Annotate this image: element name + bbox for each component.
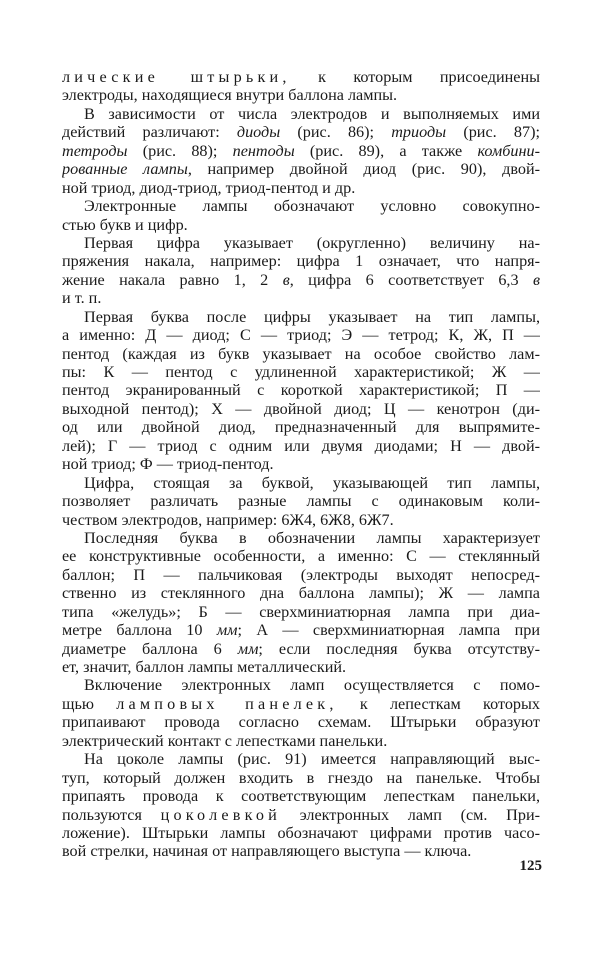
text-line	[62, 123, 540, 141]
text-run: пользуются	[62, 805, 161, 824]
text-line	[62, 806, 540, 824]
italic-term: триоды	[391, 123, 447, 142]
spaced-emphasis: ламповых панелек,	[116, 694, 338, 713]
text-line	[62, 345, 540, 363]
text-run: (рис. 88);	[127, 141, 233, 160]
text-line	[62, 86, 540, 104]
paragraph	[62, 308, 540, 474]
text-run: и т. п.	[62, 289, 102, 308]
text-run: электроды, находящиеся внутри баллона лампы.	[62, 86, 398, 105]
text-line	[62, 584, 540, 602]
text-run: лей); Г — триод с одним или двумя диодами; Н — двой-	[62, 436, 540, 455]
text-run: к лепесткам которых	[337, 694, 540, 713]
text-line	[62, 142, 540, 160]
text-line	[62, 179, 540, 197]
text-line	[62, 658, 540, 676]
italic-term: в	[532, 270, 540, 289]
text-run: пентод экранированный с короткой характеристикой; П —	[62, 381, 540, 400]
text-run: электронных ламп (см. При-	[281, 805, 540, 824]
text-run: действий различают:	[62, 123, 237, 142]
text-run: од или двойной диод, предназначенный для выпрямите-	[62, 418, 540, 437]
text-line	[62, 252, 540, 270]
text-line	[62, 769, 540, 787]
text-run: а именно: Д — диод; С — триод; Э — тетрод; К, Ж, П —	[62, 326, 540, 345]
italic-term: мм	[216, 621, 238, 640]
text-run: , например двойной диод (рис. 90), двой-	[187, 160, 540, 179]
text-run: вой стрелки, начиная от направляющего выступа — ключа.	[62, 842, 472, 861]
text-line	[62, 474, 540, 492]
text-line	[62, 492, 540, 510]
text-run: Электронные лампы обозначают условно совокупно-	[84, 197, 540, 216]
paragraph	[62, 105, 540, 197]
italic-term: диоды	[236, 123, 281, 142]
text-line	[62, 621, 540, 639]
text-line	[62, 289, 540, 307]
text-line	[62, 216, 540, 234]
text-run: типа «желудь»; Б — сверхминиатюрная лампа при диа-	[62, 602, 540, 621]
paragraph	[62, 676, 540, 750]
text-line	[62, 842, 540, 860]
text-run: чеством электродов, например: 6Ж4, 6Ж8, 6Ж7.	[62, 510, 394, 529]
text-run: метре баллона 10	[62, 621, 217, 640]
text-run: ; если последняя буква отсутству-	[258, 639, 540, 658]
text-line	[62, 695, 540, 713]
text-line	[62, 750, 540, 768]
text-line	[62, 437, 540, 455]
text-run: ложение). Штырьки лампы обозначают цифрами против часо-	[62, 823, 540, 842]
text-run: ственно из стеклянного дна баллона лампы); Ж — лампа	[62, 584, 540, 603]
text-line	[62, 529, 540, 547]
text-run: баллон; П — пальчиковая (электроды выходят непосред-	[62, 565, 540, 584]
text-run: пряжения накала, например: цифра 1 означает, что напря-	[62, 252, 540, 271]
text-run: стью букв и цифр.	[62, 215, 188, 234]
paragraph	[62, 529, 540, 677]
paragraph	[62, 234, 540, 308]
spaced-emphasis: лические штырьки,	[62, 68, 291, 86]
spaced-emphasis: цоколевкой	[160, 805, 282, 824]
page-number: 125	[519, 858, 542, 874]
text-run: ее конструктивные особенности, а именно: С — стеклянный	[62, 547, 540, 566]
text-run: припаивают провода согласно схемам. Штырьки образуют	[62, 713, 540, 732]
text-line	[62, 787, 540, 805]
text-run: Включение электронных ламп осуществляется с помо-	[84, 676, 540, 695]
text-run: к которым присоединены	[290, 68, 540, 86]
paragraph	[62, 750, 540, 861]
text-run: выходной пентод); Х — двойной диод; Ц — кенотрон (ди-	[62, 399, 540, 418]
paragraph	[62, 197, 540, 234]
text-line	[62, 160, 540, 178]
text-line	[62, 271, 540, 289]
text-line	[62, 640, 540, 658]
text-line	[62, 547, 540, 565]
italic-term: пентоды	[232, 141, 295, 160]
text-run: ной триод; Ф — триод-пентод.	[62, 455, 274, 474]
italic-term: в	[282, 270, 290, 289]
text-run: В зависимости от числа электродов и выполняемых ими	[84, 104, 540, 123]
text-run: позволяет различать разные лампы с одинаковым коли-	[62, 492, 540, 511]
text-line	[62, 418, 540, 436]
text-line	[62, 197, 540, 215]
text-line	[62, 363, 540, 381]
text-run: Первая буква после цифры указывает на тип лампы,	[84, 307, 540, 326]
text-line	[62, 713, 540, 731]
text-line	[62, 308, 540, 326]
text-line	[62, 566, 540, 584]
paragraph	[62, 474, 540, 529]
text-line	[62, 381, 540, 399]
text-line	[62, 676, 540, 694]
text-line	[62, 511, 540, 529]
text-run: ; А — сверхминиатюрная лампа при	[237, 621, 540, 640]
text-run: щью	[62, 694, 117, 713]
text-run: (рис. 87);	[446, 123, 540, 142]
text-line	[62, 455, 540, 473]
text-run: (рис. 86);	[280, 123, 392, 142]
italic-term: мм	[237, 639, 259, 658]
text-line	[62, 824, 540, 842]
italic-term: комбини-	[477, 141, 540, 160]
text-run: На цоколе лампы (рис. 91) имеется направляющий выс-	[84, 750, 540, 769]
text-run: (рис. 89), а также	[294, 141, 478, 160]
text-line	[62, 68, 540, 86]
text-run: ной триод, диод-триод, триод-пентод и др.	[62, 178, 356, 197]
text-run: ет, значит, баллон лампы металлический.	[62, 658, 347, 676]
text-run: туп, который должен входить в гнездо на панельке. Чтобы	[62, 768, 540, 787]
text-run: электрический контакт с лепестками панельки.	[62, 731, 388, 750]
text-run: диаметре баллона 6	[62, 639, 238, 658]
text-run: припаять провода к соответствующим лепесткам панельки,	[62, 787, 540, 806]
text-line	[62, 732, 540, 750]
text-line	[62, 234, 540, 252]
text-run: жение накала равно 1, 2	[62, 270, 283, 289]
text-line	[62, 326, 540, 344]
italic-term: рованные лампы	[62, 160, 188, 179]
text-line	[62, 400, 540, 418]
text-line	[62, 105, 540, 123]
text-line	[62, 603, 540, 621]
text-run: пы: К — пентод с удлиненной характеристикой; Ж —	[62, 363, 540, 381]
page-body-text	[62, 68, 540, 861]
text-run: пентод (каждая из букв указывает на особое свойство лам-	[62, 344, 540, 363]
text-run: , цифра 6 соответствует 6,3	[289, 270, 533, 289]
paragraph	[62, 68, 540, 105]
text-run: Первая цифра указывает (округленно) величину на-	[84, 233, 540, 252]
text-run: Последняя буква в обозначении лампы характеризует	[84, 528, 540, 547]
text-run: Цифра, стоящая за буквой, указывающей тип лампы,	[84, 473, 540, 492]
italic-term: тетроды	[62, 141, 128, 160]
